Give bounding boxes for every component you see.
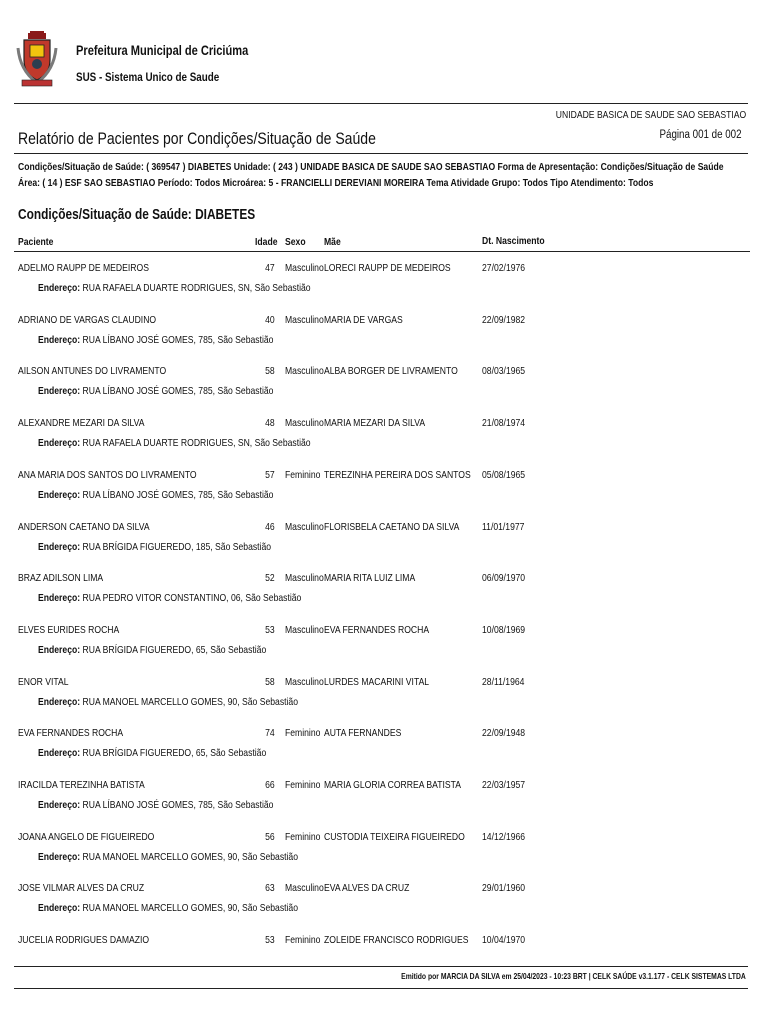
patient-birth-date: 05/08/1965 <box>482 469 526 481</box>
system-name: SUS - Sistema Unico de Saude <box>76 70 220 84</box>
patient-birth-date: 27/02/1976 <box>482 262 526 274</box>
address-label: Endereço: <box>38 282 81 294</box>
patient-name: ANDERSON CAETANO DA SILVA <box>18 521 150 533</box>
patient-birth-date: 11/01/1977 <box>482 521 525 533</box>
patient-mother: CUSTODIA TEIXEIRA FIGUEIREDO <box>324 831 465 843</box>
column-patient: Paciente <box>18 236 54 248</box>
patient-name: AILSON ANTUNES DO LIVRAMENTO <box>18 365 167 377</box>
patient-address <box>38 902 298 914</box>
patient-birth-date: 10/04/1970 <box>482 934 526 946</box>
patient-age: 58 <box>265 676 275 688</box>
title-divider <box>14 153 748 154</box>
patient-sex: Masculino <box>285 882 324 894</box>
patient-sex: Feminino <box>285 727 321 739</box>
patient-address <box>38 385 273 397</box>
patient-mother: LORECI RAUPP DE MEDEIROS <box>324 262 451 274</box>
report-title: Relatório de Pacientes por Condições/Situação de Saúde <box>18 130 376 148</box>
organization-name: Prefeitura Municipal de Criciúma <box>76 43 249 58</box>
address-label: Endereço: <box>38 851 81 863</box>
patient-address <box>38 334 273 346</box>
patient-birth-date: 29/01/1960 <box>482 882 526 894</box>
patient-name: EVA FERNANDES ROCHA <box>18 727 124 739</box>
patient-mother: EVA ALVES DA CRUZ <box>324 882 410 894</box>
column-birth-date: Dt. Nascimento <box>482 235 545 247</box>
address-label: Endereço: <box>38 592 81 604</box>
address-value: RUA LÍBANO JOSÉ GOMES, 785, São Sebastião <box>82 334 274 346</box>
patient-age: 53 <box>265 624 275 636</box>
patient-name: ADELMO RAUPP DE MEDEIROS <box>18 262 149 274</box>
patient-address <box>38 799 273 811</box>
patient-address <box>38 644 266 656</box>
patient-age: 56 <box>265 831 275 843</box>
patient-address <box>38 592 301 604</box>
patient-address <box>38 696 298 708</box>
patient-sex: Feminino <box>285 779 321 791</box>
address-value: RUA LÍBANO JOSÉ GOMES, 785, São Sebastião <box>82 385 274 397</box>
address-value: RUA BRÍGIDA FIGUEREDO, 185, São Sebastião <box>82 541 272 553</box>
column-sex: Sexo <box>285 236 306 248</box>
patient-age: 46 <box>265 521 275 533</box>
patient-sex: Feminino <box>285 831 321 843</box>
patient-birth-date: 14/12/1966 <box>482 831 526 843</box>
patient-mother: MARIA DE VARGAS <box>324 314 403 326</box>
patient-mother: LURDES MACARINI VITAL <box>324 676 430 688</box>
address-value: RUA MANOEL MARCELLO GOMES, 90, São Sebastião <box>82 696 299 708</box>
column-age: Idade <box>255 236 278 248</box>
address-label: Endereço: <box>38 799 81 811</box>
patient-age: 58 <box>265 365 275 377</box>
address-value: RUA BRÍGIDA FIGUEREDO, 65, São Sebastião <box>82 747 267 759</box>
address-label: Endereço: <box>38 437 81 449</box>
health-unit-name: UNIDADE BASICA DE SAUDE SAO SEBASTIAO <box>555 109 746 121</box>
patient-sex: Masculino <box>285 262 324 274</box>
patient-sex: Masculino <box>285 624 324 636</box>
patient-sex: Masculino <box>285 417 324 429</box>
patient-name: ELVES EURIDES ROCHA <box>18 624 120 636</box>
patient-sex: Feminino <box>285 934 321 946</box>
patient-name: JOANA ANGELO DE FIGUEIREDO <box>18 831 155 843</box>
patient-mother: TEREZINHA PEREIRA DOS SANTOS <box>324 469 471 481</box>
patient-birth-date: 22/03/1957 <box>482 779 526 791</box>
patient-sex: Masculino <box>285 521 324 533</box>
coat-of-arms-logo <box>16 30 58 88</box>
address-label: Endereço: <box>38 385 81 397</box>
patient-address <box>38 747 266 759</box>
address-label: Endereço: <box>38 541 81 553</box>
patient-mother: AUTA FERNANDES <box>324 727 402 739</box>
patient-name: ENOR VITAL <box>18 676 69 688</box>
patient-name: BRAZ ADILSON LIMA <box>18 572 104 584</box>
patient-name: ANA MARIA DOS SANTOS DO LIVRAMENTO <box>18 469 197 481</box>
patient-name: ALEXANDRE MEZARI DA SILVA <box>18 417 145 429</box>
patient-name: JOSE VILMAR ALVES DA CRUZ <box>18 882 145 894</box>
patient-name: IRACILDA TEREZINHA BATISTA <box>18 779 145 791</box>
patient-age: 74 <box>265 727 275 739</box>
patient-sex: Masculino <box>285 365 324 377</box>
patient-address <box>38 437 311 449</box>
patient-birth-date: 21/08/1974 <box>482 417 526 429</box>
patient-address <box>38 851 298 863</box>
header-divider <box>14 103 748 104</box>
address-value: RUA LÍBANO JOSÉ GOMES, 785, São Sebastião <box>82 799 274 811</box>
patient-sex: Masculino <box>285 676 324 688</box>
patient-age: 66 <box>265 779 275 791</box>
patient-age: 40 <box>265 314 275 326</box>
patient-age: 52 <box>265 572 275 584</box>
address-label: Endereço: <box>38 644 81 656</box>
address-value: RUA PEDRO VITOR CONSTANTINO, 06, São Sebastião <box>82 592 302 604</box>
patient-sex: Masculino <box>285 572 324 584</box>
address-label: Endereço: <box>38 747 81 759</box>
patient-mother: ALBA BORGER DE LIVRAMENTO <box>324 365 458 377</box>
column-header-divider <box>14 251 750 252</box>
patient-birth-date: 06/09/1970 <box>482 572 526 584</box>
patient-birth-date: 10/08/1969 <box>482 624 526 636</box>
patient-mother: EVA FERNANDES ROCHA <box>324 624 430 636</box>
address-value: RUA LÍBANO JOSÉ GOMES, 785, São Sebastião <box>82 489 274 501</box>
patient-address <box>38 282 311 294</box>
patient-sex: Masculino <box>285 314 324 326</box>
patient-address <box>38 541 271 553</box>
address-value: RUA MANOEL MARCELLO GOMES, 90, São Sebastião <box>82 902 299 914</box>
footer-top-divider <box>14 966 748 967</box>
section-title: Condições/Situação de Saúde: DIABETES <box>18 207 256 223</box>
patient-mother: MARIA GLORIA CORREA BATISTA <box>324 779 462 791</box>
footer-bottom-divider <box>14 988 748 989</box>
patient-sex: Feminino <box>285 469 321 481</box>
patient-birth-date: 22/09/1948 <box>482 727 526 739</box>
patient-age: 57 <box>265 469 275 481</box>
patient-mother: ZOLEIDE FRANCISCO RODRIGUES <box>324 934 469 946</box>
patient-birth-date: 08/03/1965 <box>482 365 526 377</box>
patient-mother: FLORISBELA CAETANO DA SILVA <box>324 521 460 533</box>
page-indicator: Página 001 de 002 <box>659 129 742 141</box>
patient-mother: MARIA MEZARI DA SILVA <box>324 417 426 429</box>
column-mother: Mãe <box>324 236 341 248</box>
address-label: Endereço: <box>38 334 81 346</box>
patient-name: JUCELIA RODRIGUES DAMAZIO <box>18 934 150 946</box>
filters-line-2: Área: ( 14 ) ESF SAO SEBASTIAO Período: Todos Microárea: 5 - FRANCIELLI DEREVIANI MOREIRA Tema Atividade Grupo: Todos Tipo Atendimento: Todos <box>18 177 654 189</box>
address-label: Endereço: <box>38 696 81 708</box>
patient-name: ADRIANO DE VARGAS CLAUDINO <box>18 314 157 326</box>
filters-line-1: Condições/Situação de Saúde: ( 369547 ) DIABETES Unidade: ( 243 ) UNIDADE BASICA DE SAUDE SAO SEBASTIAO Forma de Apresentação: Condições/Situação de Saúde <box>18 161 724 173</box>
patient-age: 63 <box>265 882 275 894</box>
patient-address <box>38 489 273 501</box>
address-value: RUA MANOEL MARCELLO GOMES, 90, São Sebastião <box>82 851 299 863</box>
emission-footer: Emitido por MARCIA DA SILVA em 25/04/2023 - 10:23 BRT | CELK SAÚDE v3.1.177 - CELK SISTEMAS LTDA <box>401 971 746 981</box>
address-label: Endereço: <box>38 902 81 914</box>
address-label: Endereço: <box>38 489 81 501</box>
patient-mother: MARIA RITA LUIZ LIMA <box>324 572 416 584</box>
address-value: RUA RAFAELA DUARTE RODRIGUES, SN, São Sebastião <box>82 282 311 294</box>
patient-age: 53 <box>265 934 275 946</box>
patient-age: 48 <box>265 417 275 429</box>
patient-birth-date: 28/11/1964 <box>482 676 525 688</box>
patient-birth-date: 22/09/1982 <box>482 314 526 326</box>
address-value: RUA RAFAELA DUARTE RODRIGUES, SN, São Sebastião <box>82 437 311 449</box>
patient-age: 47 <box>265 262 275 274</box>
address-value: RUA BRÍGIDA FIGUEREDO, 65, São Sebastião <box>82 644 267 656</box>
